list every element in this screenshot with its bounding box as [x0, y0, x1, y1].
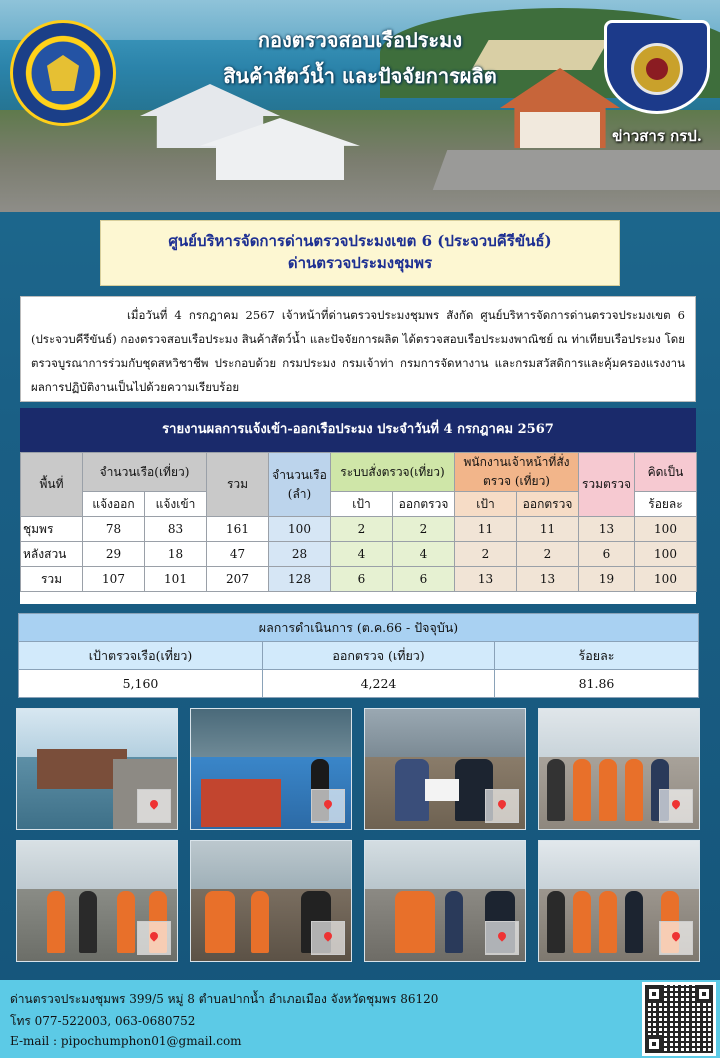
- row-boats: 28: [269, 542, 331, 567]
- results-col-inspected: ออกตรวจ (เที่ยว): [263, 642, 495, 670]
- header-boats-count-line1: จำนวนเรือ: [272, 467, 327, 482]
- results-val-inspected: 4,224: [263, 670, 495, 698]
- results-grid: [18, 613, 699, 698]
- header-system-target: เป้า: [331, 492, 393, 517]
- header-area: พื้นที่: [21, 453, 83, 517]
- row-sys-target: 6: [331, 567, 393, 592]
- row-area: รวม: [21, 567, 83, 592]
- header-total-inspect: รวมตรวจ: [579, 453, 635, 517]
- table-row: [21, 567, 697, 592]
- photo-crew-vests-2: [190, 840, 352, 962]
- report-grid: [20, 452, 697, 592]
- header-officer-inspected: ออกตรวจ: [517, 492, 579, 517]
- person-figure: [395, 759, 429, 821]
- location-stamp-icon: [659, 921, 693, 955]
- header-boats-count: [269, 453, 331, 517]
- location-stamp-icon: [659, 789, 693, 823]
- header-system-order: ระบบสั่งตรวจ(เที่ยว): [331, 453, 455, 492]
- person-figure: [445, 891, 463, 953]
- results-val-percent: 81.86: [495, 670, 699, 698]
- person-figure: [599, 891, 617, 953]
- center-title-box: [100, 220, 620, 286]
- center-title-line2: ด่านตรวจประมงชุมพร: [287, 254, 433, 272]
- header-boats-trips: จำนวนเรือ(เที่ยว): [83, 453, 207, 492]
- table-row: [21, 517, 697, 542]
- person-figure: [251, 891, 269, 953]
- row-total: 47: [207, 542, 269, 567]
- person-figure: [625, 759, 643, 821]
- header-notify-out: แจ้งออก: [83, 492, 145, 517]
- report-title: รายงานผลการแจ้งเข้า-ออกเรือประมง ประจำวันที่ 4 กรกฎาคม 2567: [20, 408, 696, 452]
- header-title-line2: สินค้าสัตว์น้ำ และปัจจัยการผลิต: [223, 64, 497, 88]
- header-notify-in: แจ้งเข้า: [145, 492, 207, 517]
- results-val-target: 5,160: [19, 670, 263, 698]
- row-total: 207: [207, 567, 269, 592]
- person-figure: [599, 759, 617, 821]
- row-total: 161: [207, 517, 269, 542]
- row-in: 18: [145, 542, 207, 567]
- results-title: ผลการดำเนินการ (ต.ค.66 - ปัจจุบัน): [19, 614, 699, 642]
- row-sys-inspected: 4: [393, 542, 455, 567]
- center-title-line1: ศูนย์บริหารจัดการด่านตรวจประมงเขต 6 (ประจวบคีรีขันธ์): [168, 232, 552, 250]
- red-crates-shape: [201, 779, 281, 827]
- row-total-inspect: 19: [579, 567, 635, 592]
- header-banner: [0, 0, 720, 212]
- row-sys-target: 4: [331, 542, 393, 567]
- row-out: 29: [83, 542, 145, 567]
- news-label: ข่าวสาร กรป.: [612, 127, 702, 145]
- photo-crew-lineup: [538, 708, 700, 830]
- photo-pier: [16, 708, 178, 830]
- banner-temple-red-body: [520, 112, 600, 148]
- row-sys-inspected: 2: [393, 517, 455, 542]
- photo-crew-vests-1: [16, 840, 178, 962]
- header-officer-order: [455, 453, 579, 492]
- person-figure: [573, 759, 591, 821]
- document-shape: [425, 779, 459, 801]
- row-off-target: 11: [455, 517, 517, 542]
- photo-crew-vests-4: [538, 840, 700, 962]
- row-off-target: 13: [455, 567, 517, 592]
- row-area: หลังสวน: [21, 542, 83, 567]
- location-stamp-icon: [485, 921, 519, 955]
- header-boats-count-line2: (ลำ): [287, 486, 312, 501]
- row-boats: 128: [269, 567, 331, 592]
- footer-email[interactable]: E-mail : pipochumphon01@gmail.com: [10, 1034, 242, 1048]
- row-off-inspected: 13: [517, 567, 579, 592]
- location-stamp-icon: [311, 789, 345, 823]
- row-in: 83: [145, 517, 207, 542]
- location-stamp-icon: [311, 921, 345, 955]
- person-figure: [573, 891, 591, 953]
- location-stamp-icon: [485, 789, 519, 823]
- table-row: [21, 542, 697, 567]
- header-system-inspected: ออกตรวจ: [393, 492, 455, 517]
- row-out: 78: [83, 517, 145, 542]
- person-figure: [547, 759, 565, 821]
- footer-contact: [0, 980, 720, 1058]
- row-total-inspect: 6: [579, 542, 635, 567]
- location-stamp-icon: [137, 789, 171, 823]
- photo-boat-deck: [190, 708, 352, 830]
- results-col-target: เป้าตรวจเรือ(เที่ยว): [19, 642, 263, 670]
- footer-address: ด่านตรวจประมงชุมพร 399/5 หมู่ 8 ตำบลปากน้ำ อำเภอเมือง จังหวัดชุมพร 86120: [10, 992, 439, 1006]
- person-figure: [117, 891, 135, 953]
- row-percent: 100: [635, 517, 697, 542]
- row-boats: 100: [269, 517, 331, 542]
- banner-road: [433, 150, 720, 190]
- photo-document-check: [364, 708, 526, 830]
- row-off-inspected: 11: [517, 517, 579, 542]
- description-paragraph: เมื่อวันที่ 4 กรกฎาคม 2567 เจ้าหน้าที่ด่านตรวจประมงชุมพร สังกัด ศูนย์บริหารจัดการด่านตรวจประมงเขต 6 (ประจวบคีรีขันธ์) กองตรวจสอบเรือประมง สินค้าสัตว์น้ำ และปัจจัยการผลิต ได้ตรวจสอบเรือประมงพาณิชย์ ณ ท่าเทียบเรือประมง โดยตรวจบูรณาการร่วมกับชุดสหวิชาชีพ ประกอบด้วย กรมประมง กรมเจ้าท่า กรมการจัดหางาน และกรมสวัสดิการและคุ้มครองแรงงาน ผลการปฏิบัติงานเป็นไปด้วยความเรียบร้อย: [20, 296, 696, 402]
- header-total: รวม: [207, 453, 269, 517]
- header-title-line1: กองตรวจสอบเรือประมง: [257, 28, 463, 52]
- header-officer-line1: พนักงานเจ้าหน้าที่สั่ง: [463, 455, 570, 469]
- row-sys-inspected: 6: [393, 567, 455, 592]
- person-figure: [79, 891, 97, 953]
- row-total-inspect: 13: [579, 517, 635, 542]
- qr-code-icon[interactable]: [642, 982, 716, 1056]
- header-percent-line2: ร้อยละ: [635, 492, 697, 517]
- person-figure: [47, 891, 65, 953]
- photo-crew-vests-3: [364, 840, 526, 962]
- row-off-inspected: 2: [517, 542, 579, 567]
- header-officer-target: เป้า: [455, 492, 517, 517]
- row-off-target: 2: [455, 542, 517, 567]
- row-sys-target: 2: [331, 517, 393, 542]
- footer-phone: โทร 077-522003, 063-0680752: [10, 1014, 196, 1028]
- person-figure: [395, 891, 435, 953]
- results-table: [18, 613, 698, 698]
- row-percent: 100: [635, 567, 697, 592]
- person-figure: [205, 891, 235, 953]
- person-figure: [547, 891, 565, 953]
- boat-report-table: [20, 408, 696, 604]
- location-stamp-icon: [137, 921, 171, 955]
- results-col-percent: ร้อยละ: [495, 642, 699, 670]
- row-area: ชุมพร: [21, 517, 83, 542]
- header-percent-line1: คิดเป็น: [635, 453, 697, 492]
- header-officer-line2: ตรวจ (เที่ยว): [483, 474, 550, 488]
- row-out: 107: [83, 567, 145, 592]
- row-percent: 100: [635, 542, 697, 567]
- row-in: 101: [145, 567, 207, 592]
- person-figure: [625, 891, 643, 953]
